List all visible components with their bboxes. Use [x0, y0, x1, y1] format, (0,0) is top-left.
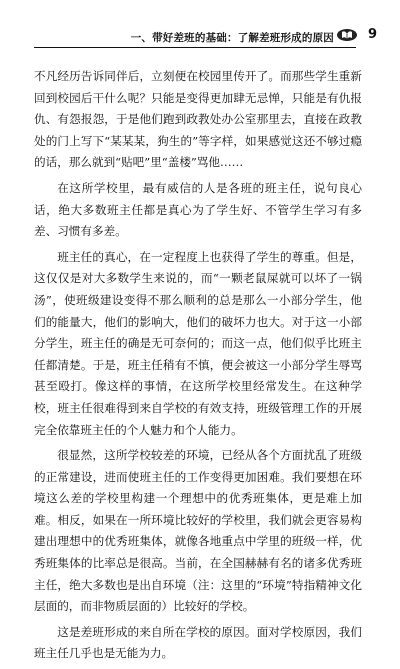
- paragraph-3: 班主任的真心，在一定程度上也获得了学生的尊重。但是，这仅仅是对大多数学生来说的，而“一颗老鼠屎就可以坏了一锅汤”，使班级建设变得不那么顺利的总是那么一小部分学生，他们的能量大，他们的影响大，他们的破坏力也大。对于这一小部分学生，班主任的确是无可奈何的；而这一点，他们似乎比班主任都清楚。于是，班主任稍有不慎，便会被这一小部分学生辱骂甚至殴打。像这样的事情，在这所学校里经常发生。在这种学校，班主任很难得到来自学校的有效支持，班级管理工作的开展完全依靠班主任的个人魅力和个人能力。: [34, 249, 362, 437]
- paragraph-1: 不凡经历告诉同伴后，立刻便在校园里传开了。而那些学生重新回到校园后干什么呢？只能是变得更加肆无忌惮，只能是有仇报仇、有怨报怨，于是他们跑到政教处办公室那里去，直接在政教处的门上写下“某某某，狗生的”等字样，如果感觉这还不够过瘾的话，那么就到“贴吧”里“盖楼”骂他……: [34, 69, 362, 170]
- body-text: [34, 66, 362, 669]
- running-header: [0, 0, 400, 58]
- header-rule: [34, 47, 356, 48]
- book-ornament-icon: [336, 28, 358, 42]
- paragraph-5: 这是差班形成的来自所在学校的原因。面对学校原因，我们班主任几乎也是无能为力。: [34, 624, 362, 661]
- page-number: 9: [367, 27, 377, 42]
- paragraph-2: 在这所学校里，最有威信的人是各班的班主任，说句良心话，绝大多数班主任都是真心为了学生好、不管学生学习有多差、习惯有多差。: [34, 180, 362, 239]
- chapter-title: 一、带好差班的基础：了解差班形成的原因: [130, 32, 334, 44]
- paragraph-4: 很显然，这所学校较差的环境，已经从各个方面扰乱了班级的正常建设，进而使班主任的工作变得更加困难。我们要想在环境这么差的学校里构建一个理想中的优秀班集体，更是难上加难。相反，如果在一所环境比较好的学校里，我们就会更容易构建出理想中的优秀班集体，就像各地重点中学里的班级一样，优秀班集体的比率总是很高。当前，在全国赫赫有名的诸多优秀班主任，绝大多数也是出自环境（注：这里的“环境”特指精神文化层面的，而非物质层面的）比较好的学校。: [34, 448, 362, 614]
